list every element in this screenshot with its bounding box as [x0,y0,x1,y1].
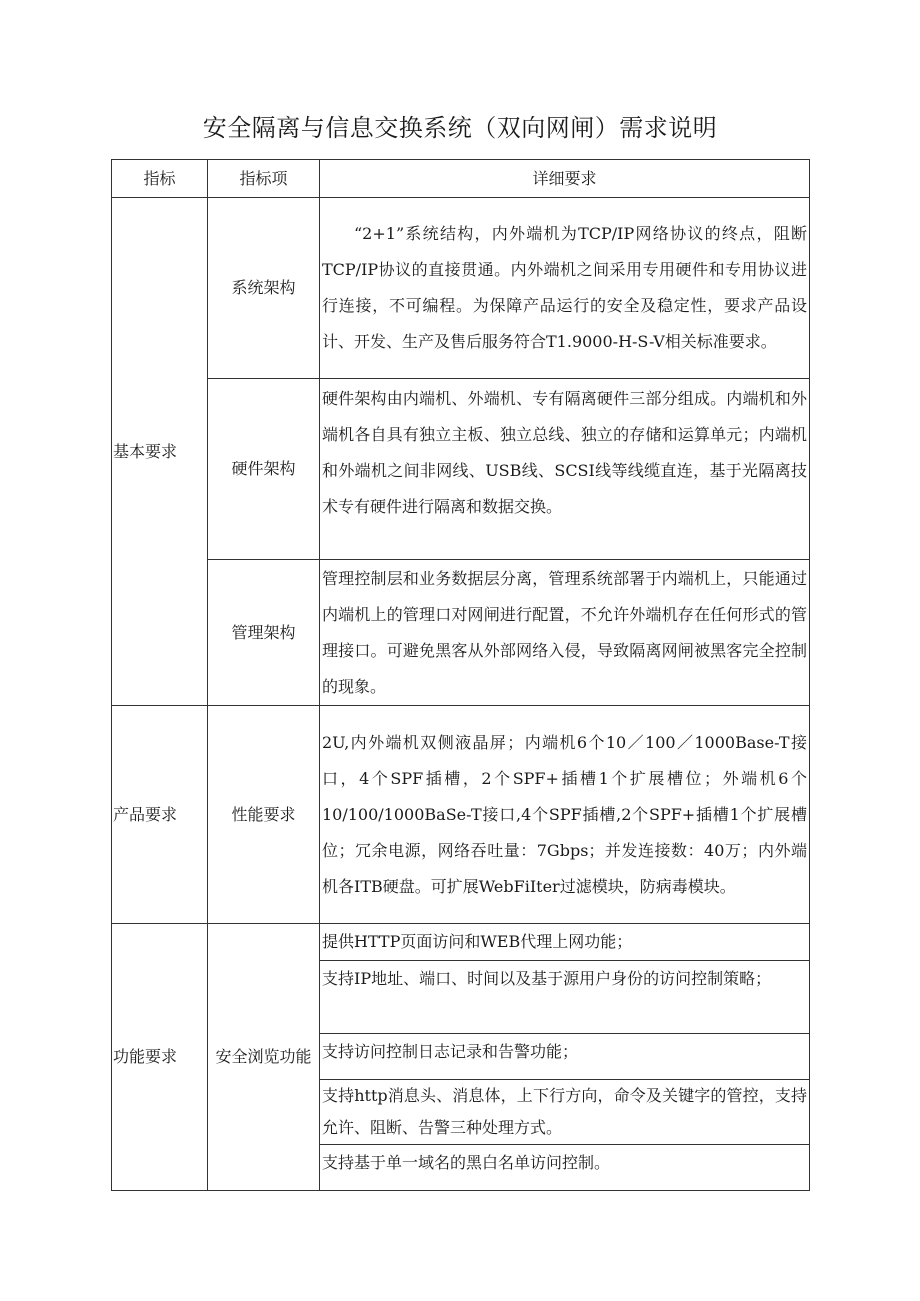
item-cell: 性能要求 [208,706,320,924]
requirements-table [111,159,810,1191]
indicator-cell: 产品要求 [112,706,208,924]
table-header-row [112,160,810,198]
detail-cell: 管理控制层和业务数据层分离，管理系统部署于内端机上，只能通过内端机上的管理口对网闸进行配置，不允许外端机存在任何形式的管理接口。可避免黑客从外部网络入侵，导致隔离网闸被黑客完全控制的现象。 [320,560,810,706]
detail-cell: 支持访问控制日志记录和告警功能； [320,1034,810,1080]
indicator-cell: 功能要求 [112,924,208,1191]
table-row [112,924,810,961]
document-title: 安全隔离与信息交换系统（双向网闸）需求说明 [202,114,718,142]
table-row [112,560,810,706]
detail-cell: 提供HTTP页面访问和WEB代理上网功能； [320,924,810,961]
header-indicator: 指标 [112,160,208,198]
detail-cell: 硬件架构由内端机、外端机、专有隔离硬件三部分组成。内端机和外端机各自具有独立主板、独立总线、独立的存储和运算单元；内端机和外端机之间非网线、USB线、SCSI线等线缆直连，基于光隔离技术专有硬件进行隔离和数据交换。 [320,379,810,560]
item-cell: 安全浏览功能 [208,924,320,1191]
item-cell: 管理架构 [208,560,320,706]
detail-cell: 2U,内外端机双侧液晶屏；内端机6个10／100／1000Base-T接口，4个SPF插槽，2个SPF+插槽1个扩展槽位；外端机6个10/100/1000BaSe-T接口,4个SPF插槽,2个SPF+插槽1个扩展槽位；冗余电源，网络吞吐量：7Gbps；并发连接数：40万；内外端机各ITB硬盘。可扩展WebFiIter过滤模块，防病毒模块。 [320,706,810,924]
item-cell: 硬件架构 [208,379,320,560]
table-row [112,379,810,560]
header-indicator-item: 指标项 [208,160,320,198]
header-detail: 详细要求 [320,160,810,198]
table-row [112,198,810,379]
detail-cell: 支持IP地址、端口、时间以及基于源用户身份的访问控制策略； [320,961,810,1034]
item-cell: 系统架构 [208,198,320,379]
detail-cell: “2+1”系统结构，内外端机为TCP/IP网络协议的终点，阻断TCP/IP协议的直接贯通。内外端机之间采用专用硬件和专用协议进行连接，不可编程。为保障产品运行的安全及稳定性，要求产品设计、开发、生产及售后服务符合T1.9000-H-S-V相关标准要求。 [320,198,810,379]
detail-cell: 支持http消息头、消息体，上下行方向，命令及关键字的管控，支持允许、阻断、告警三种处理方式。 [320,1080,810,1145]
table-row [112,706,810,924]
indicator-cell: 基本要求 [112,198,208,706]
detail-cell: 支持基于单一域名的黑白名单访问控制。 [320,1145,810,1191]
